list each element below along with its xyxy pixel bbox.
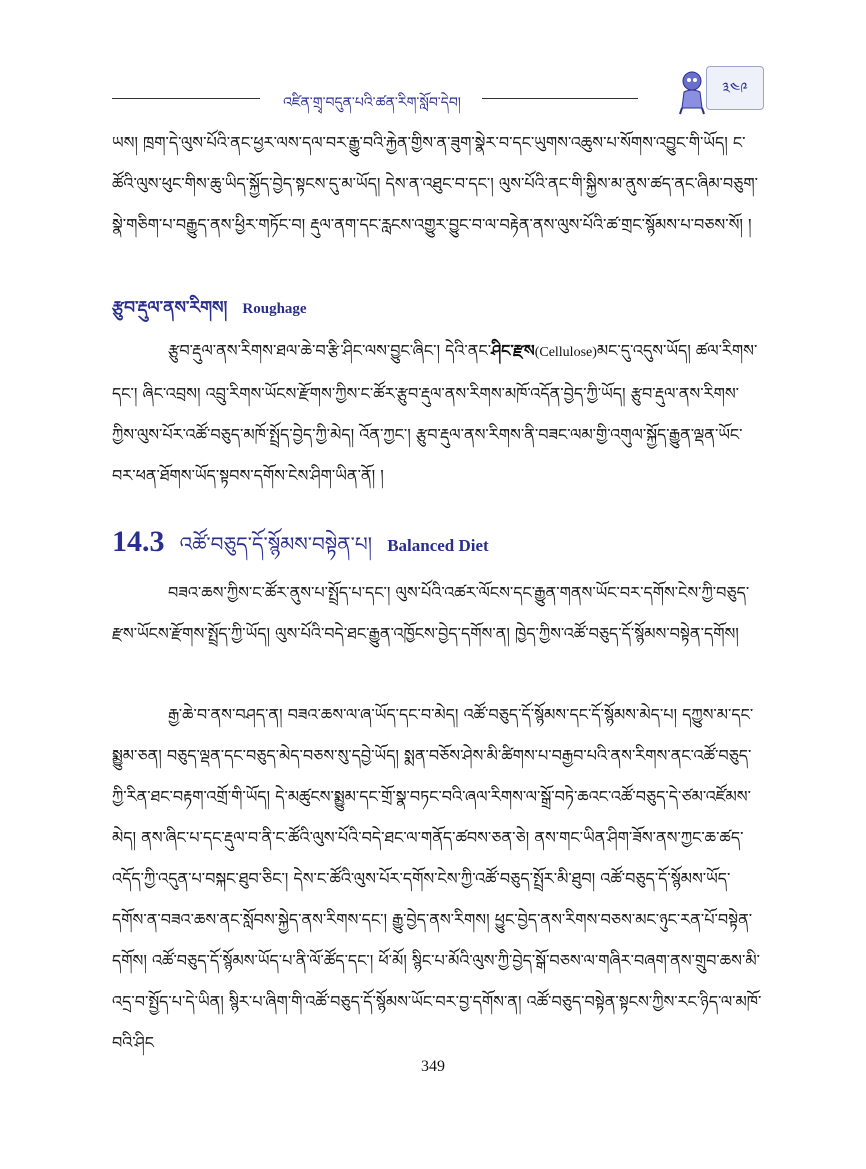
section-number: 14.3 <box>112 525 165 558</box>
section-title-tibetan: རྩུབ་རྡུལ་ནས་རིགས། <box>112 298 228 318</box>
section-title-english: Roughage <box>242 301 307 317</box>
cellulose-term: ཤིང་རྫས <box>491 341 535 360</box>
page-header <box>0 0 866 130</box>
paragraph-3: བཟའ་ཆས་ཀྱིས་ང་ཚོར་ནུས་པ་སྤྲོད་པ་དང་། ལུས་པོའི་འཚར་ལོངས་དང་རྒྱུན་གནས་ཡོང་བར་དགོས་ངེས་ཀྱི་བཅུད་རྫས་ཡོངས་རྫོགས་སྤྲོད་ཀྱི་ཡོད། ལུས་པོའི་བདེ་ཐང་རྒྱུན་འཁྱོངས་བྱེད་དགོས་ན། ཁྱེད་ཀྱིས་འཚོ་བཅུད་དོ་སྙོམས་བསྟེན་དགོས། <box>112 583 750 643</box>
section-title-english: Balanced Diet <box>387 536 489 555</box>
page-number-badge-label: ༣༤༩ <box>722 79 748 97</box>
paragraph-2 <box>112 330 762 496</box>
header-rule-left <box>112 98 260 99</box>
paragraph-2-part-b: མང་དུ་འདུས་ཡོད། ཚལ་རིགས་དང་། ཞིང་འབྲས། འབྲུ་རིགས་ཡོངས་རྫོགས་ཀྱིས་ང་ཚོར་རྩུབ་རྡུལ་ནས་རིགས་མཁོ་འདོན་བྱེད་ཀྱི་ཡོད། རྩུབ་རྡུལ་ནས་རིགས་ཀྱིས་ལུས་པོར་འཚོ་བཅུད་མཁོ་སྤྲོད་བྱེད་ཀྱི་མེད། འོན་ཀྱང་། རྩུབ་རྡུལ་ནས་རིགས་ནི་བཟང་ལམ་གྱི་འགུལ་སྐྱོད་རྒྱུན་ལྡན་ཡོང་བར་ཕན་ཐོགས་ཡོད་སྟབས་དགོས་ངེས་ཤིག་ཡིན་ནོ། ། <box>112 341 758 485</box>
section-heading-14-3 <box>112 522 489 568</box>
section-heading-roughage <box>112 288 307 318</box>
cellulose-latin: (Cellulose) <box>534 345 597 360</box>
paragraph-2-part-a: རྩུབ་རྡུལ་ནས་རིགས་ཐལ་ཆེ་བ་རྩི་ཤིང་ལས་བྱུང་ཞིང་། དེའི་ནང་ <box>168 341 492 360</box>
paragraph-4: རྒྱ་ཆེ་བ་ནས་བཤད་ན། བཟའ་ཆས་ལ་ཞ་ཡོད་དང་བ་མེད། འཚོ་བཅུད་དོ་སྙོམས་དང་དོ་སྙོམས་མེད་པ། དཀྱུས་མ་དང་སྨྱུམ་ཅན། བཅུད་ལྡན་དང་བཅུད་མེད་བཅས་སུ་དབྱེ་ཡོད། སྨན་བཅོས་ཤེས་མི་ཚིགས་པ་བརྒྱབ་པའི་ནས་རིགས་ནང་འཚོ་བཅུད་ཀྱི་རིན་ཐང་བརྟག་འགྲོ་གི་ཡོད། དེ་མཚུངས་སྨྱུམ་དང་གྲོ་སྣ་བཏང་བའི་ཞལ་རིགས་ལ་སྒྲོ་བཏེ་ཆའང་འཚོ་བཅུད་དེ་ཙམ་འཛོམས་མེད། ནས་ཞིང་པ་དང་རྡུལ་བ་ནི་ང་ཚོའི་ལུས་པོའི་བདེ་ཐང་ལ་གནོད་ཚབས་ཅན་ཅེ། ནས་གང་ཡིན་ཤིག་ཟོས་ནས་ཀྱང་ཆ་ཚད་འདོད་ཀྱི་འདུན་པ་བསྐང་ཐུབ་ཅིང་། དེས་ང་ཚོའི་ལུས་པོར་དགོས་ངེས་ཀྱི་འཚོ་བཅུད་སྤྲོར་མི་ཐུབ། འཚོ་བཅུད་དོ་སྙོམས་ཡོད་དགོས་ན་བཟའ་ཆས་ནང་སློབས་སྐྱེད་ནས་རིགས་དང་། རྒྱུ་བྱེད་ནས་རིགས། ཕྱུང་བྱེད་ནས་རིགས་བཅས་མང་ཉུང་རན་པོ་བསྟེན་དགོས། འཚོ་བཅུད་དོ་སྙོམས་ཡོད་པ་ནི་ལོ་ཚོད་དང་། ཕོ་མོ། སྙིང་པ་མོའི་ལུས་ཀྱི་བྱེད་སྒོ་བཅས་ལ་གཞིར་བཞག་ནས་གྲུབ་ཆས་མི་འདྲ་བ་སྤྱོད་པ་དེ་ཡིན། སྙིར་པ་ཞིག་གི་འཚོ་བཅུད་དོ་སྙོམས་ཡོང་བར་བྱ་དགོས་ན། འཚོ་བཅུད་བསྟེན་སྟངས་ཀྱིས་རང་ཉིད་ལ་མཁོ་བའི་ཤིང <box>112 705 762 1052</box>
header-rule-right <box>482 98 638 99</box>
running-head: འཛིན་གྲྭ་བདུན་པའི་ཚན་རིག་སློབ་དེབ། <box>283 95 461 111</box>
page-number: 349 <box>421 1058 445 1075</box>
page-number-badge <box>706 66 764 110</box>
paragraph-1: ཡས། ཁྲག་དེ་ལུས་པོའི་ནང་ཕྱར་ལས་དལ་བར་རྒྱུ་བའི་རྐྱེན་གྱིས་ན་ཟུག་སྣེར་བ་དང་ཡུགས་འཆུས་པ་སོགས་འབྱུང་གི་ཡོད། ང་ཚོའི་ལུས་ཕུང་གིས་ཆུ་ཡིད་སྐྱོད་བྱེད་སྟངས་དུ་མ་ཡོད། དེས་ན་འཐུང་བ་དང་། ལུས་པོའི་ནང་གི་སྐྱིས་མ་ནུས་ཚད་ནང་ཞིམ་བཅུག་སྣེ་གཅིག་པ་བརྒྱུད་ནས་ཕྱིར་གཏོང་བ། རྡུལ་ནག་དང་རླངས་འགྱུར་བྱུང་བ་ལ་བརྟེན་ནས་ལུས་པོའི་ཚ་གྲང་སྙོམས་པ་བཅས་སོ། ། <box>112 133 758 234</box>
section-title-tibetan: འཚོ་བཅུད་དོ་སྙོམས་བསྟེན་པ། <box>179 532 373 556</box>
